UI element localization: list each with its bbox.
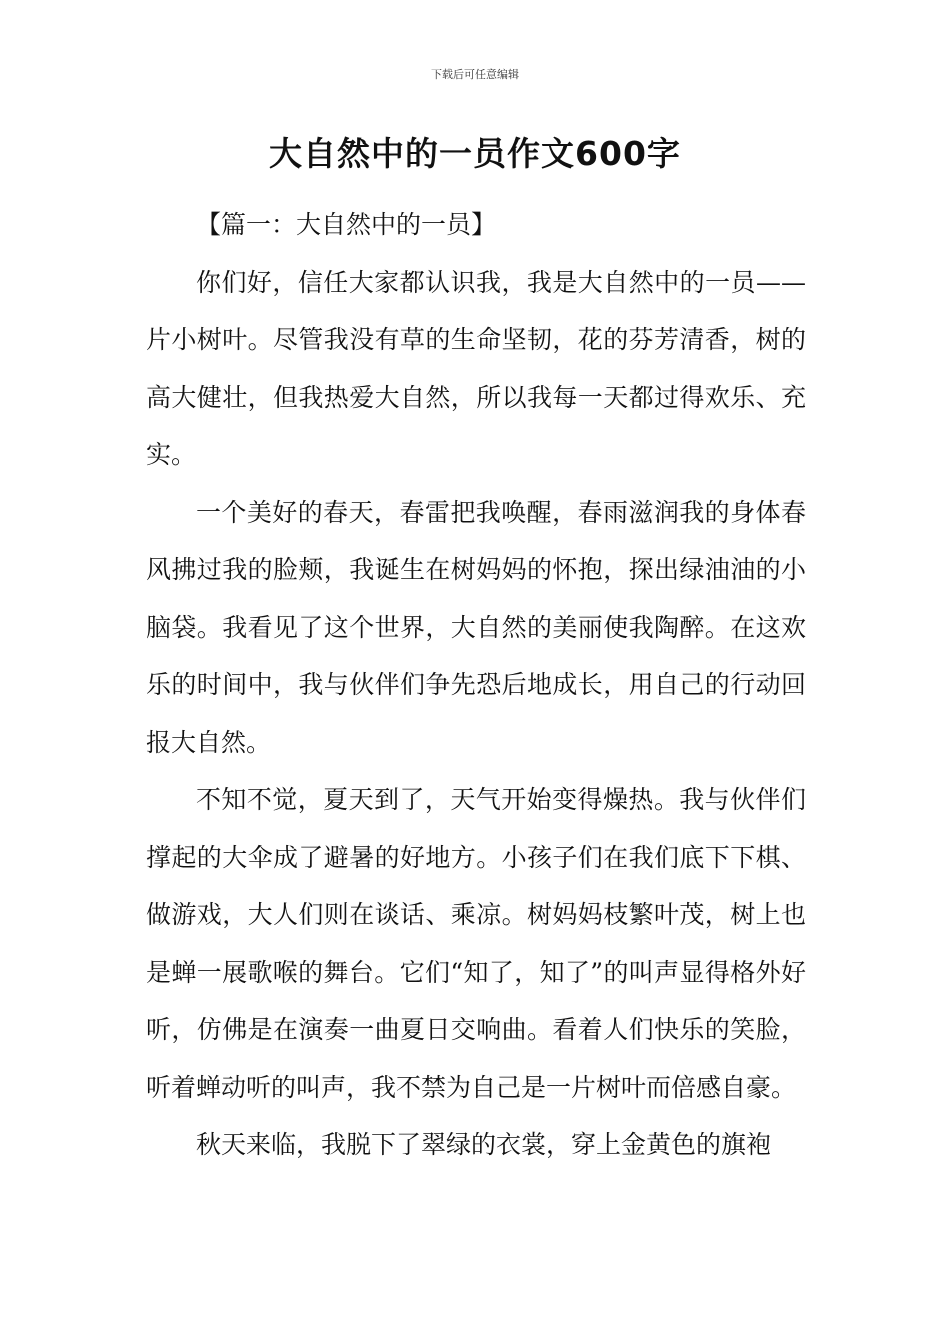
header-note: 下载后可任意编辑 [431,68,519,81]
paragraph: 一个美好的春天，春雷把我唤醒，春雨滋润我的身体春风拂过我的脸颊，我诞生在树妈妈的怀抱，探出绿油油的小脑袋。我看见了这个世界，大自然的美丽使我陶醉。在这欢乐的时间中，我与伙伴们争先恐后地成长，用自己的行动回报大自然。 [146,497,806,757]
document-body [146,196,806,1174]
paragraph: 你们好，信任大家都认识我，我是大自然中的一员——片小树叶。尽管我没有草的生命坚韧，花的芬芳清香，树的高大健壮，但我热爱大自然，所以我每一天都过得欢乐、充实。 [146,267,806,469]
section-heading: 【篇一：大自然中的一员】 [196,210,497,239]
paragraph: 不知不觉，夏天到了，天气开始变得燥热。我与伙伴们撑起的大伞成了避暑的好地方。小孩子们在我们底下下棋、做游戏，大人们则在谈话、乘凉。树妈妈枝繁叶茂，树上也是蝉一展歌喉的舞台。它们“知了，知了”的叫声显得格外好听，仿佛是在演奏一曲夏日交响曲。看着人们快乐的笑脸，听着蝉动听的叫声，我不禁为自己是一片树叶而倍感自豪。 [146,785,806,1102]
document-title: 大自然中的一员作文600字 [269,134,681,173]
paragraph: 秋天来临，我脱下了翠绿的衣裳，穿上金黄色的旗袍 [196,1130,772,1159]
